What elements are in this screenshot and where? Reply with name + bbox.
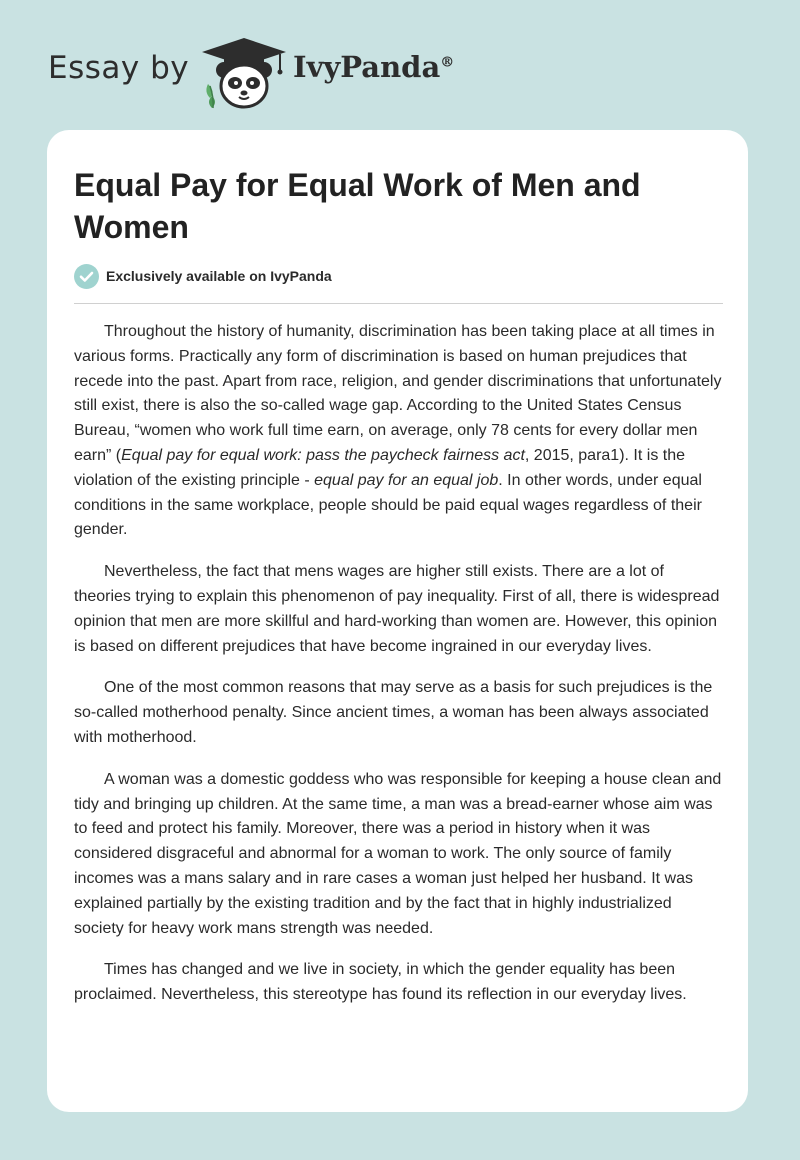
- paragraph-2: Nevertheless, the fact that mens wages are higher still exists. There are a lot of theories trying to explain this phenomenon of pay inequality. First of all, there is widespread opinion that men are more skillful and hard-working than women are. However, this opinion is based on different prejudices that have become ingrained in our everyday lives.: [74, 563, 720, 655]
- exclusive-badge: [74, 263, 332, 289]
- essay-title: Equal Pay for Equal Work of Men and Women: [74, 167, 641, 245]
- paragraph-4: A woman was a domestic goddess who was responsible for keeping a house clean and tidy and bringing up children. At the same time, a man was a bread-earner whose aim was to feed and protect his family. Moreover, there was a period in history when it was considered disgraceful and abnormal for a woman to work. The only source of family incomes was a mans salary and in rare cases a woman just helped her husband. It was explained partially by the existing tradition and by the fact that in highly industrialized society for heavy work mans strength was needed.: [74, 770, 722, 937]
- badge-label: Exclusively available on IvyPanda: [106, 268, 332, 284]
- site-header: [0, 0, 800, 130]
- paragraph-1: Throughout the history of humanity, discrimination has been taking place at all times in various forms. Practically any form of discrimination is based on human prejudices that recede into the past. Apart from race, religion, and gender discriminations that unfortunately still exist, there is also the so-called wage gap. According to the United States Census Bureau, “women who work full time earn, on average, only 78 cents for every dollar men earn” (Equal pay for equal work: pass the paycheck fairness act, 2015, para1). It is the violation of the existing principle - equal pay for an equal job. In other words, under equal conditions in the same workplace, people should be paid equal wages regardless of their gender.: [74, 323, 722, 539]
- checkmark-icon: [74, 264, 99, 289]
- principle-phrase: equal pay for an equal job: [314, 471, 499, 489]
- essay-card: [47, 130, 748, 1112]
- paragraph-3: One of the most common reasons that may serve as a basis for such prejudices is the so-called motherhood penalty. Since ancient times, a woman has been always associated with motherhood.: [74, 679, 713, 746]
- brand-name[interactable]: IvyPanda®: [293, 50, 455, 84]
- citation-title: Equal pay for equal work: pass the paycheck fairness act: [121, 446, 525, 464]
- panda-logo-icon[interactable]: [200, 36, 288, 110]
- registered-mark: ®: [440, 54, 455, 71]
- essay-by-label: Essay by: [48, 50, 190, 86]
- paragraph-5: Times has changed and we live in society, in which the gender equality has been proclaimed. Nevertheless, this stereotype has found its reflection in our everyday lives.: [74, 961, 687, 1004]
- essay-body: [74, 320, 724, 1025]
- divider: [74, 303, 723, 304]
